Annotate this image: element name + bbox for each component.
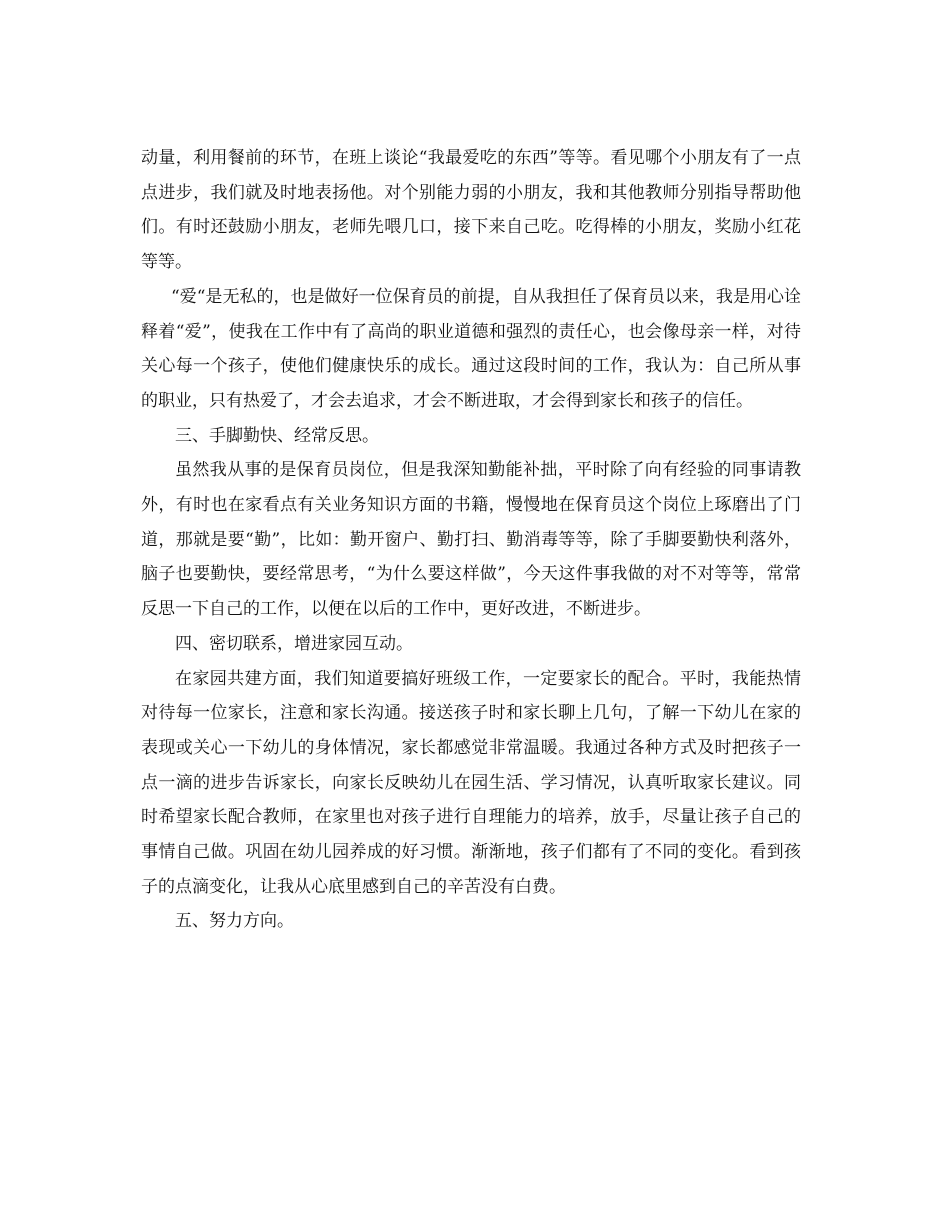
paragraph-diligence: 虽然我从事的是保育员岗位，但是我深知勤能补拙，平时除了向有经验的同事请教外，有时也在家看点有关业务知识方面的书籍，慢慢地在保育员这个岗位上琢磨出了门道，那就是要“勤”，比如：勤开窗户、勤打扫、勤消毒等等，除了手脚要勤快利落外，脑子也要勤快，要经常思考，“为什么要这样做”，今天这件事我做的对不对等等，常常反思一下自己的工作，以便在以后的工作中，更好改进，不断进步。: [141, 460, 801, 620]
paragraph-meal-encouragement: 动量，利用餐前的环节，在班上谈论“我最爱吃的东西”等等。看见哪个小朋友有了一点点进步，我们就及时地表扬他。对个别能力弱的小朋友，我和其他教师分别指导帮助他们。有时还鼓励小朋友，老师先喂几口，接下来自己吃。吃得棒的小朋友，奖励小红花等等。: [141, 148, 801, 273]
section-heading-3: 三、手脚勤快、经常反思。: [175, 425, 379, 446]
paragraph-love: “爱“是无私的，也是做好一位保育员的前提，自从我担任了保育员以来，我是用心诠释着“爱”，使我在工作中有了高尚的职业道德和强烈的责任心，也会像母亲一样，对待关心每一个孩子，使他们健康快乐的成长。通过这段时间的工作，我认为：自己所从事的职业，只有热爱了，才会去追求，才会不断进取，才会得到家长和孩子的信任。: [141, 286, 801, 411]
section-heading-5: 五、努力方向。: [175, 911, 294, 932]
document-body: [141, 141, 801, 939]
paragraph-home-school: 在家园共建方面，我们知道要搞好班级工作，一定要家长的配合。平时，我能热情对待每一位家长，注意和家长沟通。接送孩子时和家长聊上几句，了解一下幼儿在家的表现或关心一下幼儿的身体情况，家长都感觉非常温暖。我通过各种方式及时把孩子一点一滴的进步告诉家长，向家长反映幼儿在园生活、学习情况，认真听取家长建议。同时希望家长配合教师，在家里也对孩子进行自理能力的培养，放手，尽量让孩子自己的事情自己做。巩固在幼儿园养成的好习惯。渐渐地，孩子们都有了不同的变化。看到孩子的点滴变化，让我从心底里感到自己的辛苦没有白费。: [141, 668, 801, 897]
section-heading-4: 四、密切联系，增进家园互动。: [175, 633, 413, 654]
